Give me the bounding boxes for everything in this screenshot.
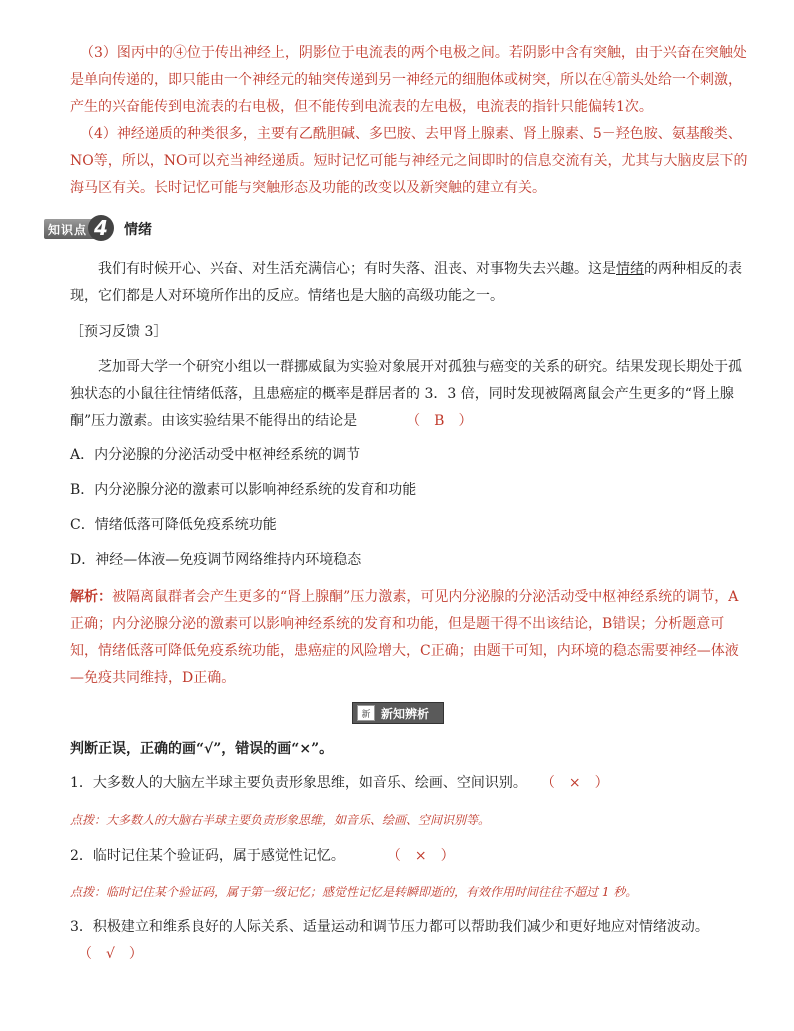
knowledge-point-header	[44, 218, 152, 240]
judge-item-2	[70, 843, 750, 870]
emotion-text-before: 我们有时候开心、兴奋、对生活充满信心；有时失落、沮丧、对事物失去兴趣。这是	[98, 261, 616, 277]
option-a: A．内分泌腺的分泌活动受中枢神经系统的调节	[70, 447, 361, 463]
judge-instructions: 判断正误，正确的画“√”，错误的画“×”。	[70, 741, 334, 757]
question-answer: （ B ）	[413, 413, 473, 429]
judge-item-3-text: 3．积极建立和维系良好的人际关系、适量运动和调节压力都可以帮助我们减少和更好地应对情绪波动。	[70, 919, 709, 935]
analysis	[70, 584, 750, 692]
judge-item-3-mark: （ √ ）	[78, 946, 143, 962]
banner-icon: 新	[357, 705, 375, 721]
emotion-term: 情绪	[616, 261, 644, 277]
analysis-text: 被隔离鼠群者会产生更多的“肾上腺酮”压力激素，可见内分泌腺的分泌活动受中枢神经系统的调节，A正确；内分泌腺分泌的激素可以影响神经系统的发育和功能，但是题干得不出该结论，B错误；分析题意可知，情绪低落可降低免疫系统功能，患癌症的风险增大，C正确；由题干可知，内环境的稳态需要神经—体液—免疫共同维持，D正确。	[70, 589, 739, 686]
judge-item-3	[70, 914, 750, 968]
question-stem	[70, 354, 750, 435]
judge-item-1	[70, 770, 750, 797]
judge-item-2-mark: （ × ）	[393, 848, 455, 864]
banner-title: 新知辨析	[381, 706, 430, 721]
judge-item-1-text: 1．大多数人的大脑左半球主要负责形象思维，如音乐、绘画、空间识别。	[70, 775, 520, 791]
option-c: C．情绪低落可降低免疫系统功能	[70, 517, 277, 533]
judge-item-2-text: 2．临时记住某个验证码，属于感觉性记忆。	[70, 848, 338, 864]
option-b: B．内分泌腺分泌的激素可以影响神经系统的发育和功能	[70, 482, 417, 498]
paragraph-4: （4）神经递质的种类很多，主要有乙酰胆碱、多巴胺、去甲肾上腺素、肾上腺素、5－羟色胺、氨基酸类、NO等，所以，NO可以充当神经递质。短时记忆可能与神经元之间即时的信息交流有关，尤其与大脑皮层下的海马区有关。长时记忆可能与突触形态及功能的改变以及新突触的建立有关。	[70, 126, 748, 196]
judge-item-1-hint: 点拨：大多数人的大脑右半球主要负责形象思维，如音乐、绘画、空间识别等。	[70, 813, 491, 827]
judge-item-2-hint: 点拨：临时记住某个验证码，属于第一级记忆；感觉性记忆是转瞬即逝的，有效作用时间往往不超过 1 秒。	[70, 885, 638, 899]
knowledge-point-title: 情绪	[124, 222, 152, 238]
knowledge-point-number: 4	[88, 215, 114, 241]
emotion-paragraph	[70, 256, 750, 310]
paragraph-3: （3）图丙中的④位于传出神经上，阴影位于电流表的两个电极之间。若阴影中含有突触，由于兴奋在突触处是单向传递的，即只能由一个神经元的轴突传递到另一神经元的细胞体或树突，所以在④箭头处给一个刺激，产生的兴奋能传到电流表的右电极，但不能传到电流表的左电极，电流表的指针只能偏转1次。	[70, 45, 747, 115]
knowledge-point-badge	[44, 216, 108, 240]
section-banner	[352, 702, 444, 724]
option-d: D．神经—体液—免疫调节网络维持内环境稳态	[70, 552, 362, 568]
judge-item-1-mark: （ × ）	[547, 775, 609, 791]
analysis-label: 解析：	[70, 589, 112, 605]
emotion-text-after: 的两种相反的表现，它们都是人对环境所作出的反应。情绪也是大脑的高级功能之一。	[70, 261, 742, 304]
knowledge-point-badge-label: 知识点	[48, 223, 88, 237]
question-stem-text: 芝加哥大学一个研究小组以一群挪威鼠为实验对象展开对孤独与癌变的关系的研究。结果发现长期处于孤独状态的小鼠往往情绪低落，且患癌症的概率是群居者的 3．3 倍，同时发现被隔离鼠会产生更多的“肾上腺酮”压力激素。由该实验结果不能得出的结论是	[70, 359, 742, 429]
feedback-label: ［预习反馈 3］	[70, 324, 168, 340]
